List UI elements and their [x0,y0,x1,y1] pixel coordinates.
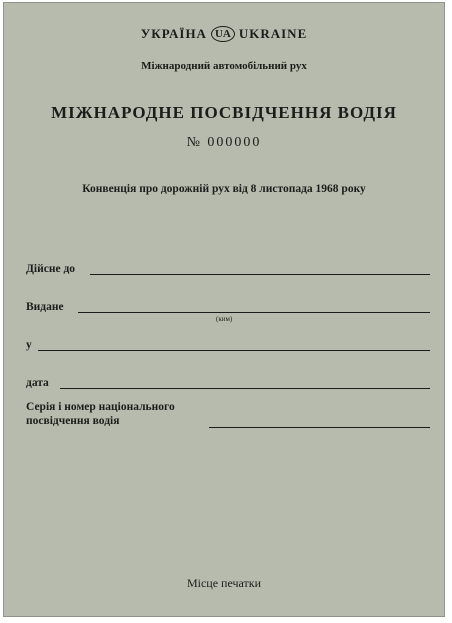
license-page [3,2,445,617]
date-line [60,388,430,389]
date-label: дата [26,377,49,389]
issued-by-line [78,312,430,313]
header-country [4,25,444,42]
national-license-label-line2: посвідчення водія [26,415,120,427]
national-license-label [26,400,175,428]
national-license-label-line1: Серія і номер національного [26,401,175,413]
ua-badge: UA [211,26,235,42]
field-date [26,375,430,391]
issued-by-label: Видане [26,301,64,313]
country-en: UKRAINE [238,26,308,42]
convention-text: Конвенція про дорожній рух від 8 листопада 1968 року [82,183,366,195]
stamp-place: Місце печатки [186,576,262,590]
document-title: МІЖНАРОДНЕ ПОСВІДЧЕННЯ ВОДІЯ [51,103,397,122]
document-number: № 000000 [186,135,262,150]
subtitle: Міжнародний автомобільний рух [141,60,307,72]
field-at [26,337,430,353]
valid-until-line [90,274,430,275]
at-line [38,350,430,351]
issued-by-hint: (ким) [216,315,233,323]
field-valid-until [26,261,430,277]
country-ua: УКРАЇНА [140,26,207,42]
field-issued-by [26,299,430,315]
national-license-line [209,427,430,428]
at-label: у [26,339,32,351]
valid-until-label: Дійсне до [26,263,76,275]
